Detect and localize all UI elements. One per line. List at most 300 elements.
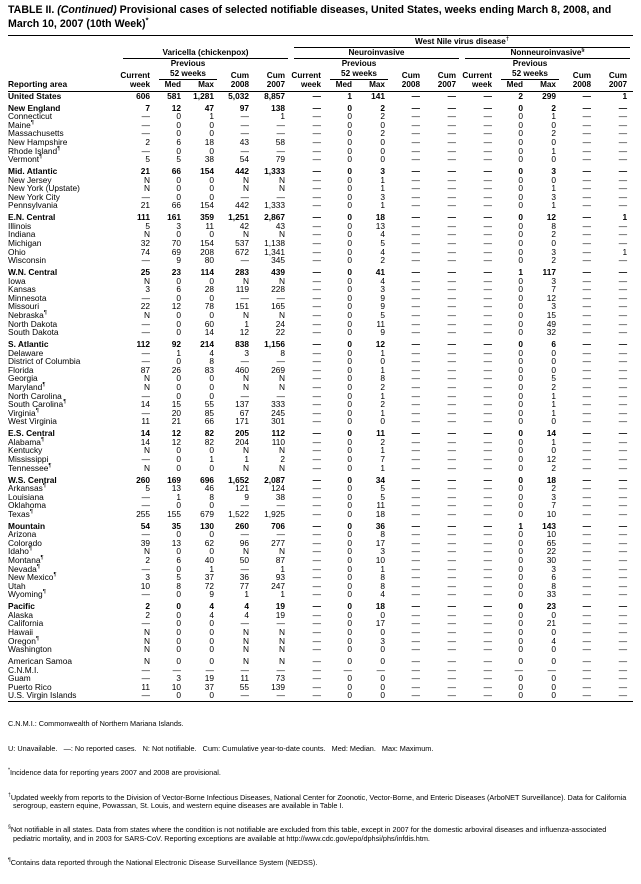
value-cell: — [618,572,628,583]
value-cell: — [447,454,456,464]
value-cell: 8 [380,580,385,591]
value-cell: — [618,474,628,485]
value-cell: 14 [140,399,150,410]
value-cell: 0 [518,673,523,684]
value-cell: — [312,154,321,165]
value-cell: — [618,191,628,202]
value-cell: — [312,275,321,286]
value-cell: — [411,580,420,591]
value-cell: — [312,373,321,384]
value-cell: 73 [275,673,285,684]
value-cell: 0 [176,191,181,202]
value-cell: 0 [518,580,523,591]
value-cell: — [618,589,628,600]
value-cell: 130 [200,520,214,531]
value-cell: — [582,681,591,692]
value-cell: 0 [551,364,556,375]
value-cell: 2 [551,462,556,473]
value-cell: N [143,656,150,667]
value-cell: 8 [380,572,385,583]
week-label: week [462,80,498,91]
value-cell: 0 [518,690,523,701]
value-cell: — [411,555,420,566]
reporting-area-cell: Texas¶ [8,508,33,519]
value-cell: 0 [347,128,352,139]
value-cell: — [411,246,420,257]
year-2008-label: 2008 [220,80,255,91]
value-cell: — [582,220,591,231]
value-cell: — [411,644,420,655]
value-cell: N [143,462,150,473]
value-cell: 14 [140,428,150,439]
value-cell: — [582,267,591,278]
value-cell: — [582,229,591,240]
value-cell: — [582,212,591,223]
value-cell: 1 [347,90,352,101]
value-cell: — [312,508,321,519]
value-cell: 66 [171,200,181,211]
value-cell: 58 [275,136,285,147]
table-row [8,645,633,654]
value-cell: 672 [235,246,249,257]
value-cell: N [242,183,249,194]
value-cell: — [447,407,456,418]
value-cell: — [411,238,420,248]
value-cell: 138 [271,102,285,113]
value-cell: — [312,382,321,392]
reporting-area-cell: Wisconsin [8,255,47,266]
value-cell: 0 [347,436,352,447]
area-footnote-marker: ¶ [42,382,46,389]
value-cell: — [582,529,591,540]
value-cell: 0 [209,529,214,540]
cum-label: Cum [437,70,456,80]
value-cell: — [312,474,321,485]
value-cell: — [172,664,181,675]
area-footnote-marker: ¶ [42,483,46,490]
value-cell: 0 [347,373,352,384]
value-cell: — [483,635,492,646]
value-cell: — [312,301,321,312]
value-cell: — [582,399,591,410]
value-cell: — [618,102,628,113]
value-cell: — [447,154,456,165]
value-cell: — [411,275,420,286]
reporting-area-cell: Mid. Atlantic [8,166,58,177]
value-cell: 13 [171,537,181,548]
value-cell: — [618,347,628,358]
value-cell: — [312,609,321,620]
value-cell: 0 [380,627,385,638]
value-cell: — [582,555,591,566]
footnote-marker: § [8,825,11,832]
value-cell: — [483,690,492,701]
value-cell: — [483,445,492,456]
value-cell: — [447,102,456,113]
value-cell: 696 [200,474,214,485]
value-cell: 0 [347,491,352,502]
table-section [8,164,633,210]
value-cell: 10 [171,681,181,692]
value-cell: — [447,618,456,629]
reporting-area-cell: Nebraska¶ [8,310,47,320]
reporting-area-cell: West Virginia [8,416,57,427]
reporting-area-cell: S. Atlantic [8,339,49,350]
value-cell: — [483,664,492,675]
value-cell: 5 [551,373,556,384]
value-cell: — [447,174,456,185]
value-cell: — [582,609,591,620]
value-cell: N [278,275,285,286]
value-cell: — [483,275,492,286]
value-cell: — [312,546,321,557]
value-cell: — [447,572,456,583]
value-cell: — [582,390,591,401]
value-cell: — [240,119,249,130]
notifiable-diseases-table [8,37,633,700]
value-cell: 0 [176,390,181,401]
med-label: Med [327,80,358,91]
value-cell: 33 [546,589,556,600]
value-cell: 4 [551,635,556,646]
value-cell: — [312,229,321,240]
value-cell: 1,156 [264,339,285,350]
value-cell: — [312,580,321,591]
value-cell: — [447,673,456,684]
value-cell: 0 [209,390,214,401]
value-cell: 0 [347,609,352,620]
value-cell: — [312,483,321,494]
value-cell: 0 [347,255,352,266]
value-cell: — [312,436,321,447]
value-cell: 0 [347,656,352,667]
value-cell: 3 [551,301,556,312]
value-cell: — [411,390,420,401]
neuroinvasive-group-header: Neuroinvasive [291,48,462,59]
reporting-area-cell: W.S. Central [8,474,57,485]
value-cell: 11 [376,500,385,511]
52-weeks-label: 52 weeks [498,69,562,80]
value-cell: 3 [551,246,556,257]
value-cell: — [582,491,591,502]
value-cell: 0 [380,673,385,684]
value-cell: — [411,520,420,531]
value-cell: — [582,664,591,675]
value-cell: 1 [518,267,523,278]
value-cell: — [141,407,150,418]
year-2008-label: 2008 [562,80,597,91]
value-cell: — [483,537,492,548]
reporting-area-cell: Louisiana [8,491,44,502]
value-cell: 3 [551,563,556,574]
value-cell: N [143,310,150,320]
value-cell: 0 [347,111,352,122]
value-cell: — [312,681,321,692]
value-cell: 62 [204,537,214,548]
value-cell: — [411,454,420,464]
value-cell: — [312,166,321,177]
value-cell: 0 [347,407,352,418]
value-cell: 0 [209,128,214,139]
value-cell: 0 [176,275,181,286]
area-footnote-marker: ¶ [35,408,39,414]
value-cell: — [618,428,628,439]
reporting-area-cell: Arkansas¶ [8,483,46,494]
reporting-area-header: Reporting area [8,80,120,91]
area-footnote-marker: ¶ [48,462,52,469]
value-cell: — [483,145,492,156]
value-cell: 55 [204,399,214,410]
value-cell: 0 [518,128,523,139]
value-cell: 0 [347,212,352,223]
max-label: Max [187,80,220,91]
value-cell: — [483,555,492,566]
value-cell: — [618,580,628,591]
value-cell: — [411,119,420,130]
reporting-area-cell: New Mexico¶ [8,572,57,583]
value-cell: 0 [518,220,523,231]
value-cell: 20 [171,407,181,418]
reporting-area-cell: Florida [8,364,34,375]
value-cell: — [582,154,591,165]
value-cell: 60 [204,318,214,329]
value-cell: 12 [171,436,181,447]
value-cell: 92 [171,339,181,350]
value-cell: — [312,191,321,202]
value-cell: — [582,454,591,464]
reporting-area-cell: Utah [8,580,26,591]
value-cell: 1 [551,200,556,211]
value-cell: 0 [347,292,352,303]
value-cell: — [618,136,628,147]
value-cell: — [582,136,591,147]
value-cell: — [312,356,321,367]
cum-label: Cum [266,70,285,80]
value-cell: 0 [176,310,181,320]
cum-label: Cum [230,70,249,80]
value-cell: N [143,546,150,557]
value-cell: — [582,601,591,612]
value-cell: 0 [518,119,523,130]
table-section [8,518,633,599]
value-cell: 0 [551,119,556,130]
value-cell: 0 [347,310,352,320]
previous-label: Previous [341,59,377,69]
value-cell: 1 [551,399,556,410]
value-cell: — [276,390,285,401]
value-cell: 247 [271,580,285,591]
year-2007-label: 2007 [426,80,462,91]
value-cell: 2 [518,90,523,101]
value-cell: — [447,136,456,147]
reporting-area-cell: New York (Upstate) [8,183,80,194]
value-cell: 214 [200,339,214,350]
value-cell: 0 [347,500,352,511]
value-cell: 0 [380,609,385,620]
value-cell: — [141,292,150,303]
cum-label: Cum [401,70,420,80]
value-cell: — [312,572,321,583]
reporting-area-cell: District of Columbia [8,356,81,367]
value-cell: — [582,364,591,375]
value-cell: N [242,462,249,473]
value-cell: — [618,644,628,655]
value-cell: — [447,416,456,427]
value-cell: — [483,364,492,375]
value-cell: — [411,356,420,367]
value-cell: — [582,119,591,130]
value-cell: 1 [380,407,385,418]
value-cell: 0 [518,183,523,194]
value-cell: — [447,555,456,566]
value-cell: N [242,656,249,667]
value-cell: — [447,500,456,511]
reporting-area-cell: Delaware [8,347,44,358]
value-cell: — [483,428,492,439]
value-cell: — [618,407,628,418]
value-cell: 0 [518,609,523,620]
value-cell: 139 [271,681,285,692]
value-cell: — [343,664,352,675]
value-cell: 38 [275,491,285,502]
value-cell: — [483,563,492,574]
area-footnote-marker: ¶ [28,546,33,553]
value-cell: 205 [235,428,249,439]
value-cell: 838 [235,339,249,350]
value-cell: — [312,220,321,231]
reporting-area-cell: New Hampshire [8,136,68,147]
value-cell: 0 [209,119,214,130]
value-cell: — [312,90,321,101]
value-cell: — [411,436,420,447]
value-cell: 2 [551,255,556,266]
value-cell: 0 [518,191,523,202]
value-cell: 0 [518,601,523,612]
value-cell: — [483,529,492,540]
value-cell: 77 [239,580,249,591]
value-cell: 1 [622,212,628,223]
value-cell: 0 [209,644,214,655]
value-cell: N [278,546,285,557]
table-row [8,201,633,210]
value-cell: — [411,428,420,439]
value-cell: 3 [551,191,556,202]
value-cell: — [483,246,492,257]
table-title-text: Provisional cases of selected notifiable diseases, United States, weeks ending March 8, 2008, and March 10, 2007 (10th Week) [8,4,612,30]
value-cell: — [447,301,456,312]
value-cell: 0 [518,428,523,439]
value-cell: — [411,399,420,410]
value-cell: 0 [551,154,556,165]
value-cell: — [411,407,420,418]
value-cell: 0 [347,275,352,286]
value-cell: — [411,656,420,667]
value-cell: 0 [347,347,352,358]
value-cell: — [483,407,492,418]
value-cell: 0 [518,644,523,655]
value-cell: 1,652 [228,474,249,485]
value-cell: — [483,90,492,101]
value-cell: 1 [380,563,385,574]
value-cell: — [447,520,456,531]
value-cell: — [582,474,591,485]
value-cell: N [278,462,285,473]
value-cell: — [483,618,492,629]
value-cell: 0 [518,154,523,165]
value-cell: 1 [622,90,628,101]
area-footnote-marker: ¶ [36,563,40,570]
value-cell: — [582,111,591,122]
value-cell: 12 [171,428,181,439]
value-cell: 0 [518,589,523,600]
med-label: Med [156,80,187,91]
value-cell: — [447,229,456,240]
value-cell: — [618,356,628,367]
value-cell: 12 [171,102,181,113]
value-cell: — [618,681,628,692]
value-cell: 0 [518,618,523,629]
value-cell: — [276,191,285,202]
value-cell: — [618,373,628,384]
reporting-area-cell: E.S. Central [8,428,55,439]
value-cell: 0 [347,445,352,456]
value-cell: 0 [209,145,214,156]
value-cell: — [483,373,492,384]
value-cell: — [582,436,591,447]
value-cell: 18 [204,136,214,147]
value-cell: 3 [380,191,385,202]
value-cell: 6 [176,284,181,295]
value-cell: 0 [551,673,556,684]
value-cell: 18 [375,212,385,223]
footnote-line: †Updated weekly from reports to the Division of Vector-Borne Infectious Diseases, National Center for Zoonotic, Vector-Borne, and Enteric Diseases (ArboNET Surveillance). Data for California serogroup, eastern equine, Powassan, St. Louis, and western equine diseases are available in Table I. [8,792,629,810]
value-cell: — [141,119,150,130]
value-cell: 204 [235,436,249,447]
value-cell: — [141,500,150,511]
value-cell: 66 [171,166,181,177]
table-row [8,210,633,222]
value-cell: 6 [551,572,556,583]
value-cell: — [618,399,628,410]
value-cell: — [483,454,492,464]
value-cell: 0 [176,500,181,511]
value-cell: 0 [209,462,214,473]
value-cell: 0 [347,166,352,177]
value-cell: — [312,555,321,566]
value-cell: N [278,373,285,384]
value-cell: 0 [209,627,214,638]
value-cell: 97 [239,102,249,113]
value-cell: 0 [347,119,352,130]
value-cell: 3 [145,284,150,295]
value-cell: 0 [347,462,352,473]
value-cell: — [447,364,456,375]
value-cell: 0 [209,174,214,185]
value-cell: — [582,183,591,194]
area-footnote-marker: ¶ [39,154,43,161]
value-cell: 11 [376,428,385,439]
value-cell: — [618,546,628,557]
value-cell: 46 [204,483,214,494]
value-cell: — [483,508,492,519]
value-cell: 0 [551,627,556,638]
value-cell: — [582,508,591,519]
value-cell: 0 [347,673,352,684]
value-cell: — [141,191,150,202]
value-cell: — [447,546,456,557]
west-nile-group-header: West Nile virus disease† [291,37,633,48]
value-cell: — [312,416,321,427]
